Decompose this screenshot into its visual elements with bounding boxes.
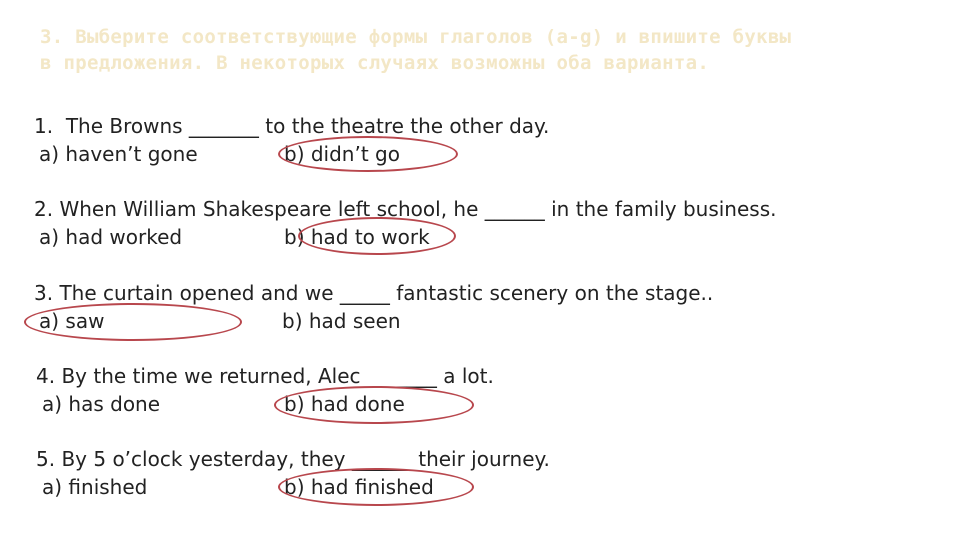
question-3-option-b: b) had seen: [282, 309, 401, 333]
question-4-number: 4.: [36, 364, 56, 388]
question-1-option-a: a) haven’t gone: [39, 142, 198, 166]
question-2-text: When William Shakespeare left school, he ______ in the family business.: [59, 197, 777, 221]
question-5-number: 5.: [36, 447, 56, 471]
question-5-option-b: b) had finished: [284, 475, 434, 499]
answer-circle-4: [274, 386, 474, 424]
question-5: [36, 446, 550, 472]
question-4-option-b: b) had done: [284, 392, 405, 416]
question-1-text: The Browns _______ to the theatre the other day.: [65, 114, 550, 138]
question-4-option-a: a) has done: [42, 392, 161, 416]
answer-circle-5: [278, 468, 474, 506]
question-5-text: By 5 o’clock yesterday, they ______ their journey.: [61, 447, 550, 471]
question-4-text: By the time we returned, Alec _______ a lot.: [61, 364, 494, 388]
question-1-option-b: b) didn’t go: [284, 142, 400, 166]
question-3-option-a: a) saw: [39, 309, 105, 333]
answer-circle-1: [278, 136, 458, 172]
question-2-option-a: a) had worked: [39, 225, 183, 249]
question-3-text: The curtain opened and we _____ fantastic scenery on the stage..: [59, 281, 714, 305]
answer-circle-3: [24, 303, 242, 341]
question-2-number: 2.: [34, 197, 54, 221]
answer-circle-2: [298, 217, 456, 255]
question-1-number: 1.: [34, 114, 54, 138]
question-5-option-a: a) finished: [42, 475, 148, 499]
question-4: [36, 363, 494, 389]
question-1: [34, 113, 549, 139]
instructions-line-1: 3. Выберите соответствующие формы глаголов (a-g) и впишите буквы: [40, 26, 792, 48]
exercise-instructions: [40, 24, 940, 76]
question-3-number: 3.: [34, 281, 54, 305]
instructions-line-2: в предложения. В некоторых случаях возможны оба варианта.: [40, 52, 710, 74]
question-2-option-b: b) had to work: [284, 225, 430, 249]
